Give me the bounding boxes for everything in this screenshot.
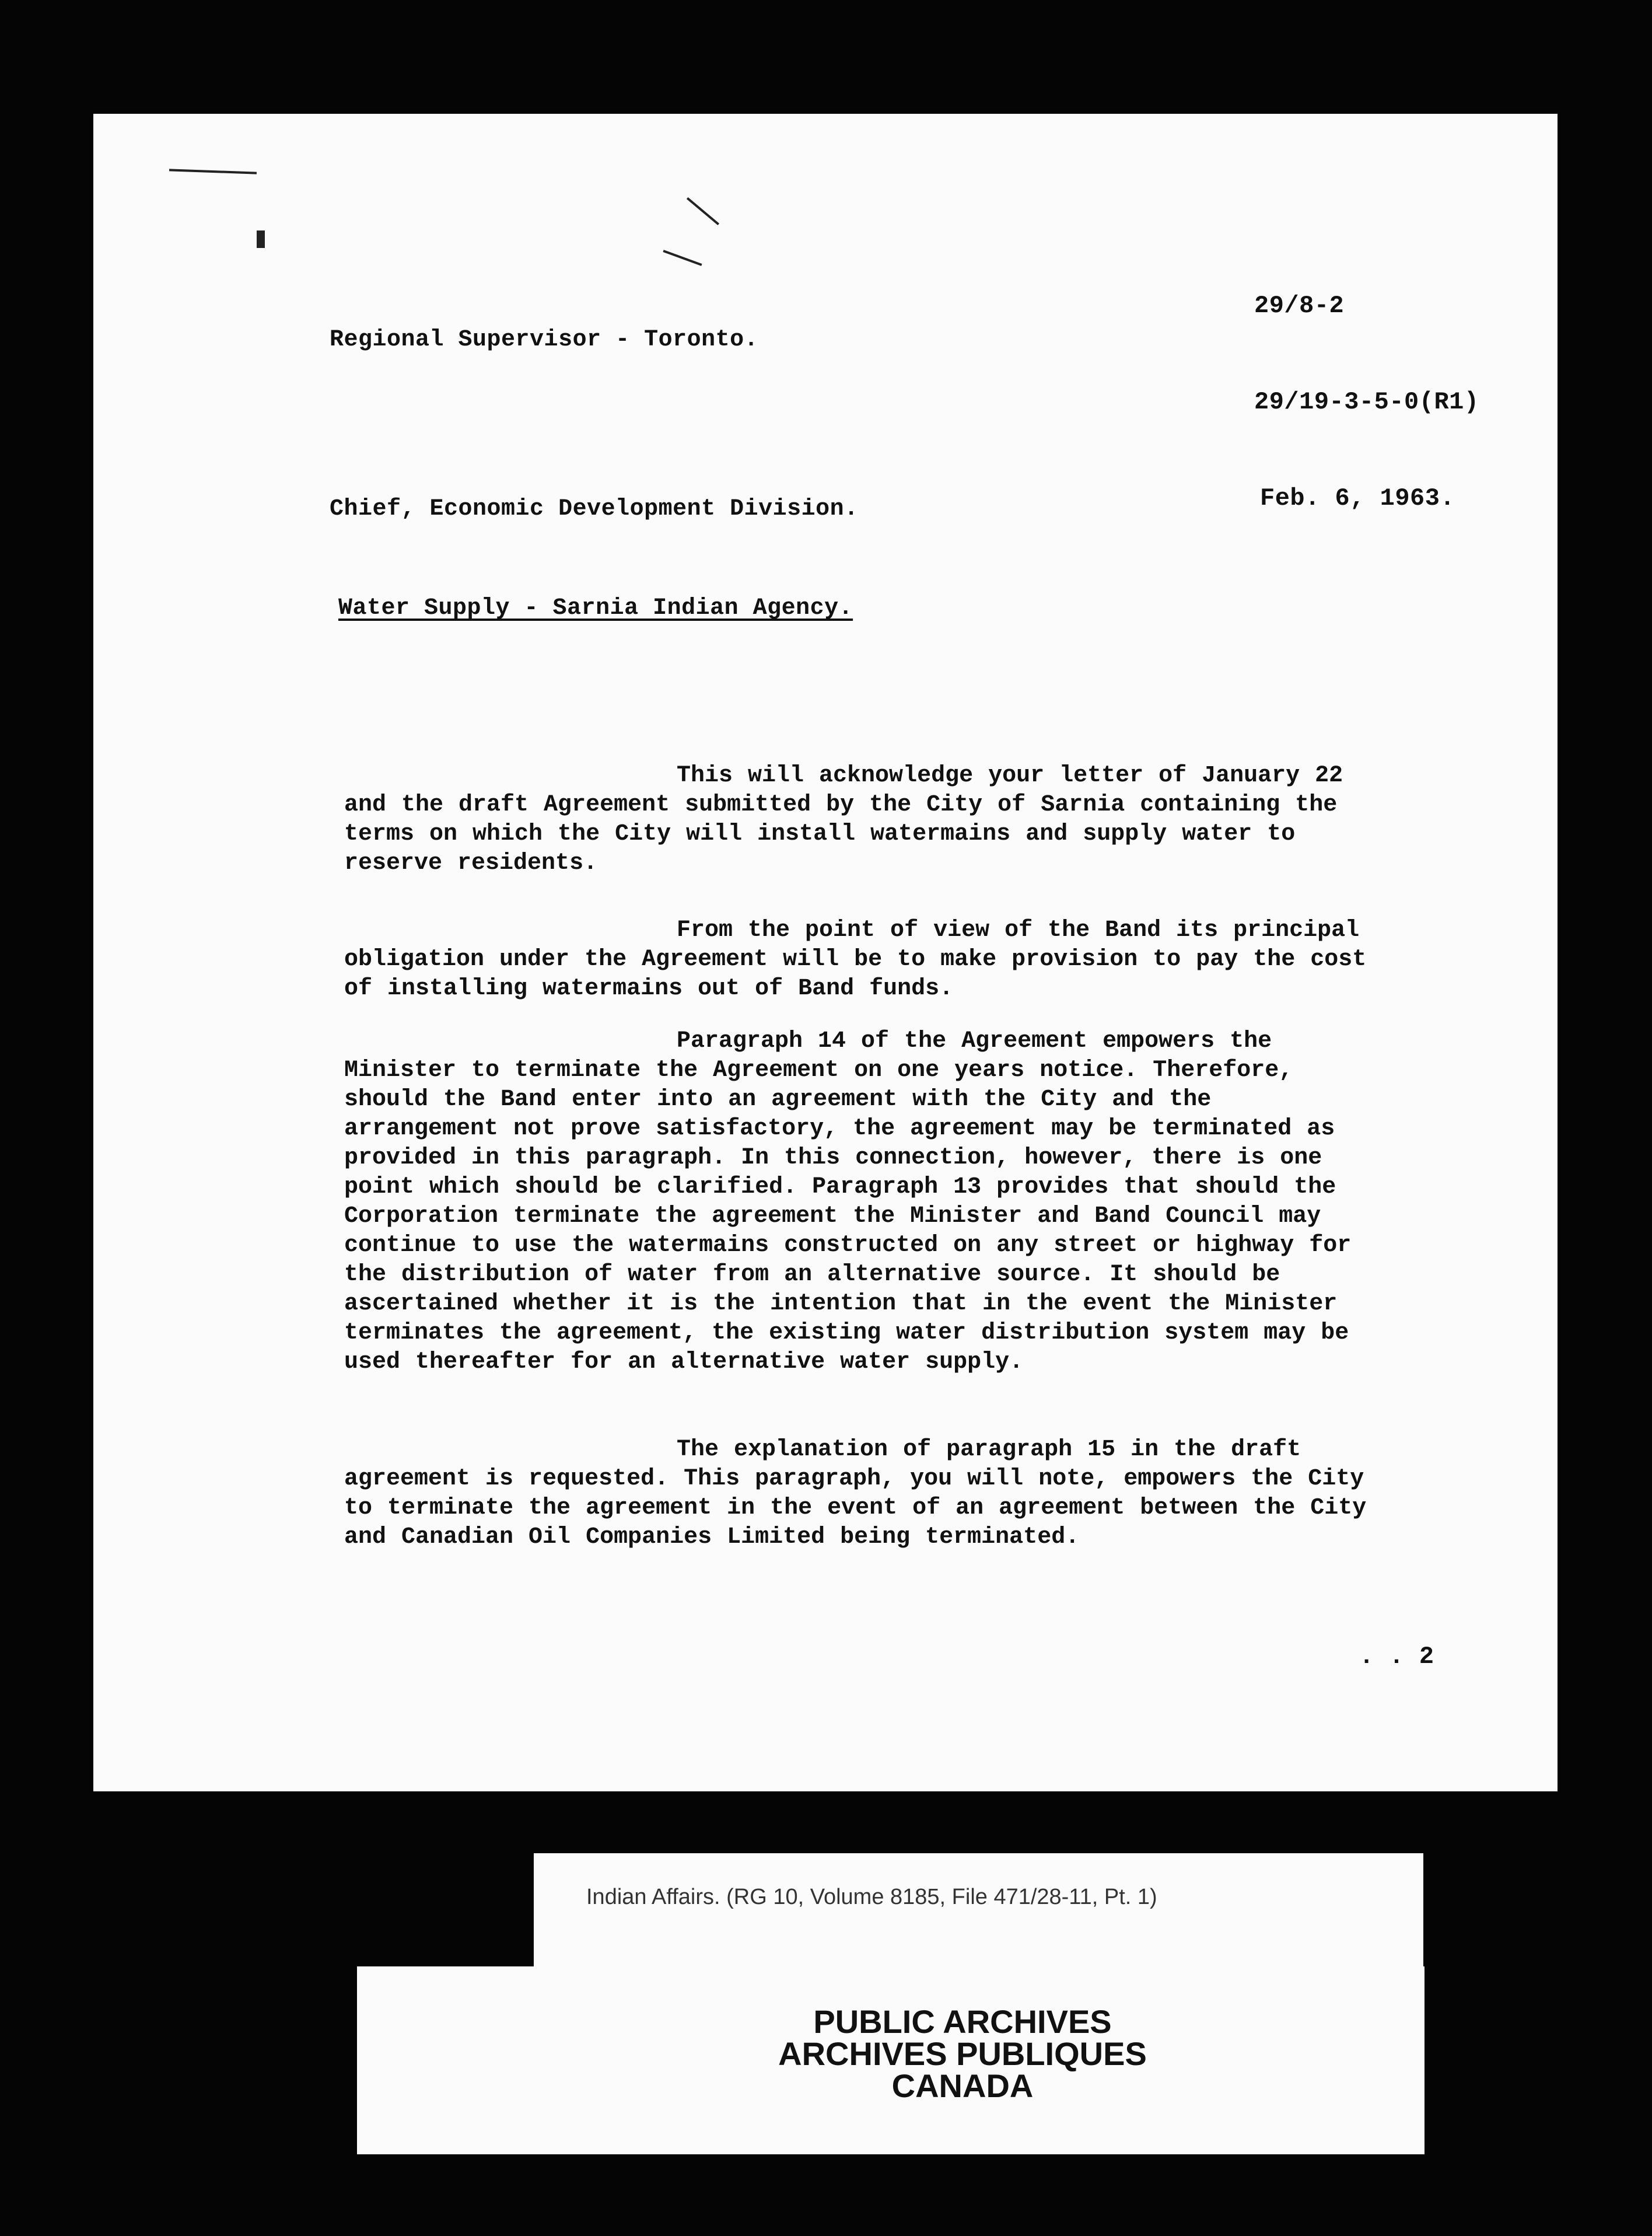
- sender: Chief, Economic Development Division.: [330, 496, 859, 522]
- file-reference: 29/19-3-5-0(R1): [1254, 388, 1479, 416]
- archive-citation: Indian Affairs. (RG 10, Volume 8185, File 471/28-11, Pt. 1): [586, 1885, 1157, 1909]
- memo-date: Feb. 6, 1963.: [1260, 484, 1455, 512]
- pen-mark: [257, 230, 265, 248]
- addressee: Regional Supervisor - Toronto.: [330, 327, 759, 353]
- file-reference: 29/8-2: [1254, 292, 1345, 320]
- archive-label: [534, 1853, 1423, 1970]
- memo-paragraph: From the point of view of the Band its principal obligation under the Agreement will be to make provision to pay the cost of installing watermains out of Band funds.: [344, 917, 1367, 1002]
- archive-name-fr: ARCHIVES PUBLIQUES: [778, 2035, 1147, 2072]
- memo-paragraph: Paragraph 14 of the Agreement empowers the Minister to terminate the Agreement on one years notice. Therefore, should the Band enter into an agreement with the City and the arrangement not prove satisfactory, the agreement may be terminated as provided in this paragraph. In this connection, however, there is one point which should be clarified. Paragraph 13 provides that should the Corporation terminate the agreement the Minister and Band Council may continue to use the watermains constructed on any street or highway for the distribution of water from an alternative source. It should be ascertained whether it is the intention that in the event the Minister terminates the agreement, the existing water distribution system may be used thereafter for an alternative water supply.: [344, 1028, 1352, 1375]
- page-continuation: . . 2: [1359, 1643, 1434, 1671]
- archive-country: CANADA: [891, 2067, 1034, 2104]
- memo-paragraph: The explanation of paragraph 15 in the draft agreement is requested. This paragraph, you will note, empowers the City to terminate the agreement in the event of an agreement between the City and Canadian Oil Companies Limited being terminated.: [344, 1437, 1367, 1550]
- memo-subject: Water Supply - Sarnia Indian Agency.: [338, 595, 853, 621]
- archive-name-en: PUBLIC ARCHIVES: [813, 2003, 1112, 2040]
- memo-paragraph: This will acknowledge your letter of January 22 and the draft Agreement submitted by the City of Sarnia containing the terms on which the City will install watermains and supply water to reserve residents.: [344, 763, 1343, 876]
